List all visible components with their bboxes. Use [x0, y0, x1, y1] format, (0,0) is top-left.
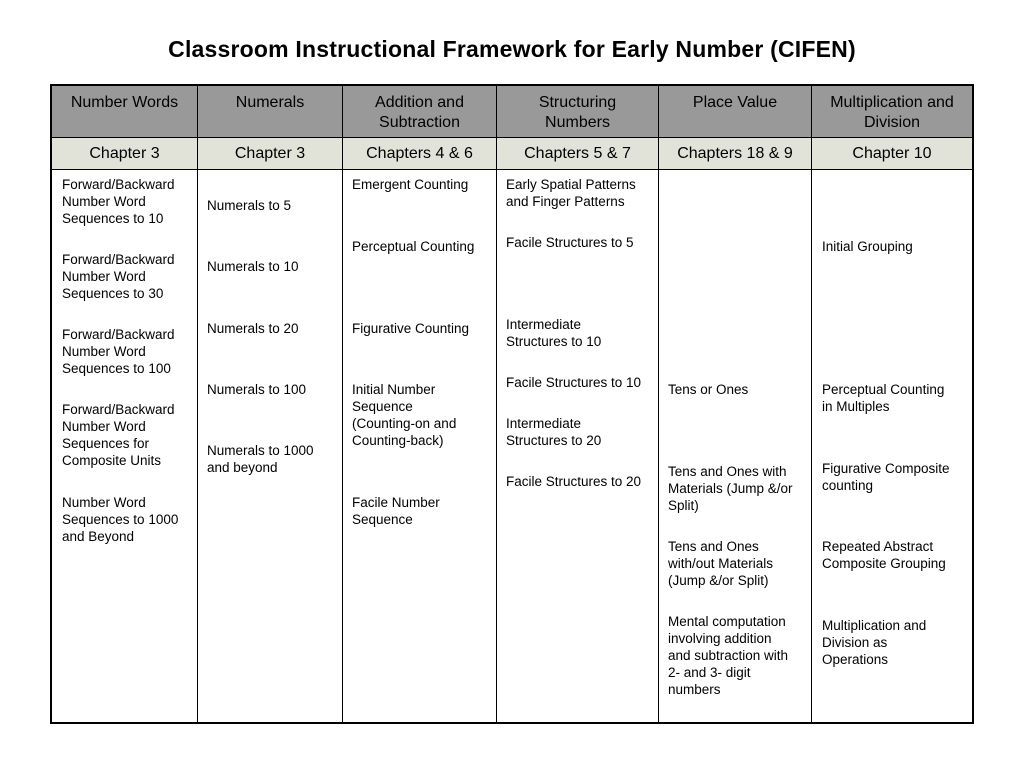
column-number-words: [52, 86, 198, 722]
framework-table: [50, 84, 974, 724]
list-item: Tens and Ones with Materials (Jump &/or Split): [668, 464, 793, 513]
column-structuring-numbers: [497, 86, 659, 722]
chapter-cell: Chapters 5 & 7: [497, 138, 658, 170]
list-item: Initial Number Sequence (Counting-on and Counting-back): [352, 382, 457, 448]
list-item: Facile Number Sequence: [352, 495, 440, 527]
list-item: Early Spatial Patterns and Finger Patterns: [506, 177, 636, 209]
list-item: Repeated Abstract Composite Grouping: [822, 539, 946, 571]
list-item: Figurative Counting: [352, 321, 470, 336]
list-item: Number Word Sequences to 1000 and Beyond: [62, 495, 179, 544]
column-numerals: [198, 86, 343, 722]
chapter-cell: Chapters 4 & 6: [343, 138, 496, 170]
chapter-cell: Chapters 18 & 9: [659, 138, 811, 170]
column-header: Number Words: [52, 86, 197, 138]
list-item: Intermediate Structures to 10: [506, 317, 602, 349]
list-item: Perceptual Counting: [352, 239, 475, 254]
list-item: Forward/Backward Number Word Sequences to 30: [62, 252, 175, 301]
list-item: Forward/Backward Number Word Sequences to 100: [62, 327, 175, 376]
list-item: Mental computation involving addition and subtraction with 2- and 3- digit numbers: [668, 614, 789, 697]
list-item: Initial Grouping: [822, 239, 913, 254]
list-item: Intermediate Structures to 20: [506, 416, 602, 448]
list-item: Numerals to 20: [207, 321, 299, 336]
list-item: Figurative Composite counting: [822, 461, 950, 493]
list-item: Facile Structures to 5: [506, 235, 634, 250]
column-place-value: [659, 86, 812, 722]
column-addition-subtraction: [343, 86, 497, 722]
list-item: Forward/Backward Number Word Sequences to 10: [62, 177, 175, 226]
chapter-cell: Chapter 3: [52, 138, 197, 170]
column-header: Addition and Subtraction: [343, 86, 496, 138]
page-title: Classroom Instructional Framework for Early Number (CIFEN): [168, 36, 856, 62]
list-item: Emergent Counting: [352, 177, 469, 192]
list-item: Forward/Backward Number Word Sequences for Composite Units: [62, 402, 175, 468]
list-item: Tens or Ones: [668, 382, 749, 397]
list-item: Multiplication and Division as Operations: [822, 618, 927, 667]
column-header: Place Value: [659, 86, 811, 138]
column-header: Multiplication and Division: [812, 86, 972, 138]
list-item: Perceptual Counting in Multiples: [822, 382, 945, 414]
list-item: Numerals to 1000 and beyond: [207, 443, 314, 475]
list-item: Tens and Ones with/out Materials (Jump &/or Split): [668, 539, 774, 588]
column-header: Structuring Numbers: [497, 86, 658, 138]
list-item: Numerals to 5: [207, 198, 292, 213]
list-item: Numerals to 10: [207, 259, 299, 274]
column-header: Numerals: [198, 86, 342, 138]
chapter-cell: Chapter 10: [812, 138, 972, 170]
column-multiplication-division: [812, 86, 972, 722]
chapter-cell: Chapter 3: [198, 138, 342, 170]
list-item: Facile Structures to 20: [506, 474, 642, 489]
list-item: Facile Structures to 10: [506, 375, 642, 390]
list-item: Numerals to 100: [207, 382, 307, 397]
